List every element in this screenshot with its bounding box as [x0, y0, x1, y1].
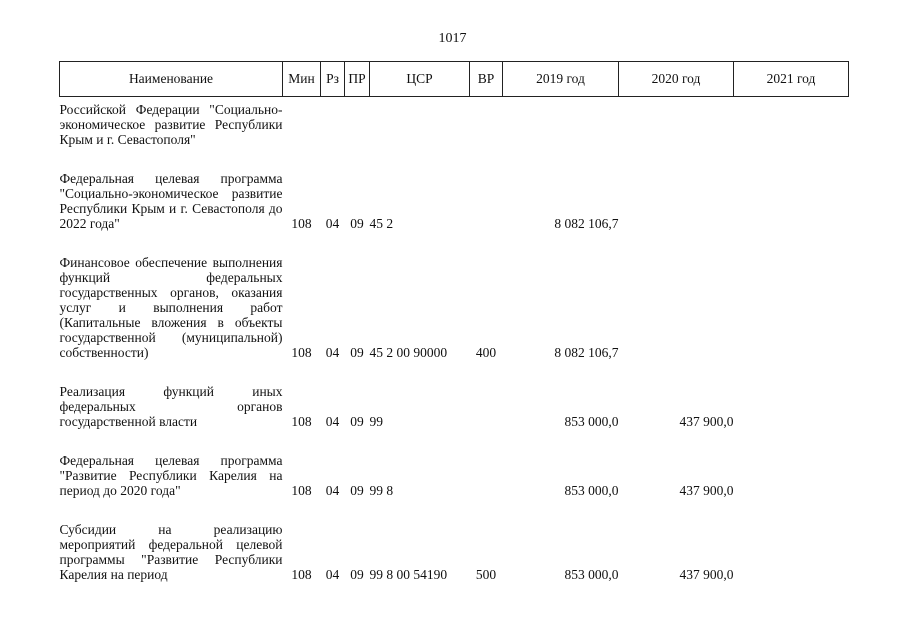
row-spacer — [60, 231, 849, 255]
row-name: Федеральная целевая программа "Развитие Республики Карелия на период до 2020 года" — [59, 453, 283, 498]
row-vr: 400 — [475, 345, 497, 360]
row-2019: 853 000,0 — [564, 414, 619, 429]
row-csr: 99 — [369, 414, 383, 429]
row-2019: 853 000,0 — [564, 567, 619, 582]
row-pr: 09 — [350, 414, 364, 429]
row-min: 108 — [291, 483, 312, 498]
row-2020 — [619, 255, 734, 360]
row-spacer — [60, 429, 849, 453]
row-csr: 45 2 — [369, 216, 394, 231]
row-2019: 8 082 106,7 — [554, 216, 619, 231]
row-csr — [370, 97, 470, 148]
row-rz: 04 — [325, 414, 340, 429]
header-csr: ЦСР — [370, 62, 470, 97]
table-header-row — [60, 62, 849, 97]
table-row — [60, 255, 849, 360]
row-min: 108 — [291, 414, 312, 429]
page-number: 1017 — [438, 31, 467, 46]
row-pr: 09 — [350, 567, 364, 582]
row-2020: 437 900,0 — [679, 483, 734, 498]
row-spacer — [60, 360, 849, 384]
header-2019: 2019 год — [503, 62, 619, 97]
row-2020 — [619, 171, 734, 231]
row-vr — [470, 171, 503, 231]
row-2019 — [503, 97, 619, 148]
row-2021 — [734, 453, 849, 498]
row-min — [283, 97, 321, 148]
row-rz — [321, 97, 345, 148]
row-rz: 04 — [325, 567, 340, 582]
table-row — [60, 97, 849, 148]
row-rz: 04 — [325, 483, 340, 498]
row-2021 — [734, 522, 849, 582]
header-2021: 2021 год — [734, 62, 849, 97]
row-2021 — [734, 171, 849, 231]
row-pr: 09 — [350, 216, 364, 231]
table-row — [60, 522, 849, 582]
header-vr: ВР — [470, 62, 503, 97]
budget-table — [59, 61, 849, 582]
row-spacer — [60, 498, 849, 522]
row-2021 — [734, 97, 849, 148]
row-pr: 09 — [350, 483, 364, 498]
row-min: 108 — [291, 345, 312, 360]
row-min: 108 — [291, 216, 312, 231]
row-spacer — [60, 147, 849, 171]
row-2019: 853 000,0 — [564, 483, 619, 498]
row-csr: 99 8 00 54190 — [369, 567, 448, 582]
row-name: Субсидии на реализацию мероприятий федеральной целевой программы "Развитие Республики Карелия на период — [59, 522, 283, 582]
header-pr: ПР — [345, 62, 370, 97]
header-name: Наименование — [60, 62, 283, 97]
row-pr: 09 — [350, 345, 364, 360]
row-vr — [470, 384, 503, 429]
row-name: Российской Федерации "Социально-экономическое развитие Республики Крым и г. Севастополя" — [59, 102, 283, 147]
table-row — [60, 171, 849, 231]
row-vr: 500 — [475, 567, 497, 582]
row-2021 — [734, 255, 849, 360]
row-name: Финансовое обеспечение выполнения функций федеральных государственных органов, оказания услуг и выполнения работ (Капитальные вложения в объекты государственной (муниципальной) собственности) — [59, 255, 283, 360]
header-2020: 2020 год — [619, 62, 734, 97]
row-2020: 437 900,0 — [679, 414, 734, 429]
row-name: Реализация функций иных федеральных органов государственной власти — [59, 384, 283, 429]
row-csr: 45 2 00 90000 — [369, 345, 448, 360]
header-min: Мин — [283, 62, 321, 97]
row-2020: 437 900,0 — [679, 567, 734, 582]
row-2021 — [734, 384, 849, 429]
row-vr — [470, 97, 503, 148]
row-name: Федеральная целевая программа "Социально-экономическое развитие Республики Крым и г. Севастополя до 2022 года" — [59, 171, 283, 231]
header-rz: Рз — [321, 62, 345, 97]
table-row — [60, 384, 849, 429]
row-rz: 04 — [325, 345, 340, 360]
row-2019: 8 082 106,7 — [554, 345, 619, 360]
row-vr — [470, 453, 503, 498]
row-2020 — [619, 97, 734, 148]
row-rz: 04 — [325, 216, 340, 231]
row-csr: 99 8 — [369, 483, 394, 498]
row-pr — [345, 97, 370, 148]
row-min: 108 — [291, 567, 312, 582]
table-row — [60, 453, 849, 498]
